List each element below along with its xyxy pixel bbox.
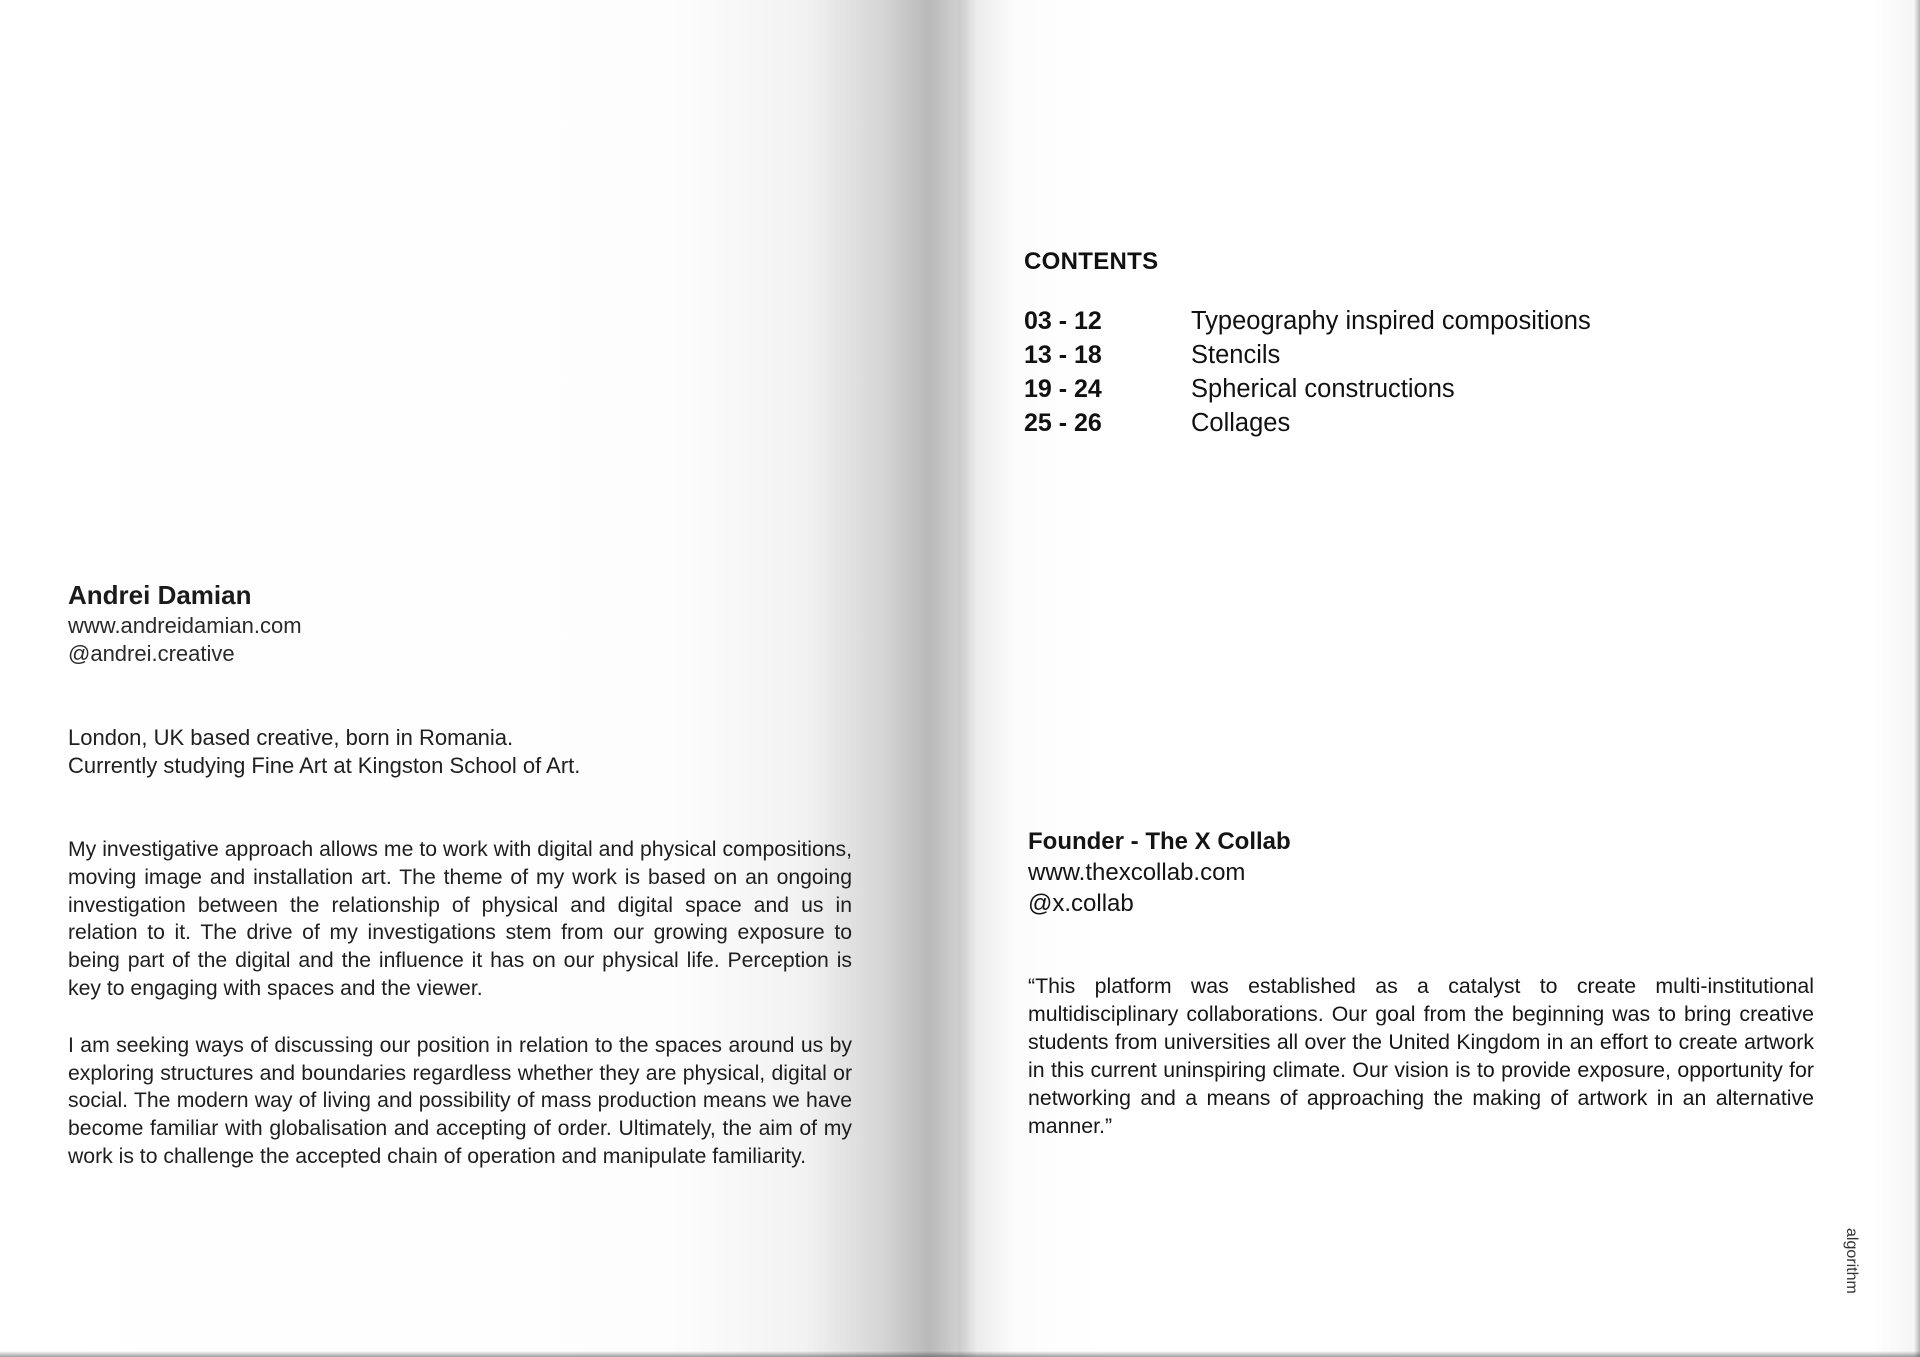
toc-entry — [1024, 338, 1704, 372]
author-name: Andrei Damian — [68, 580, 252, 610]
toc-page-range: 13 - 18 — [1024, 340, 1102, 369]
founder-block — [1028, 826, 1728, 919]
collab-quote — [1028, 972, 1814, 1140]
toc-entry — [1024, 406, 1704, 440]
collab-handle: @x.collab — [1028, 890, 1134, 917]
study-line: Currently studying Fine Art at Kingston School of Art. — [68, 753, 581, 778]
page-bottom-edge — [0, 1351, 1920, 1357]
contents-title: CONTENTS — [1024, 248, 1159, 275]
page-right-edge — [1914, 0, 1920, 1357]
toc-section-title: Spherical constructions — [1191, 374, 1455, 403]
toc-page-range: 19 - 24 — [1024, 374, 1102, 403]
contents-section — [1024, 248, 1704, 440]
author-website: www.andreidamian.com — [68, 613, 302, 638]
toc-page-range: 25 - 26 — [1024, 408, 1102, 437]
founder-title: Founder - The X Collab — [1028, 828, 1291, 855]
toc-entry — [1024, 304, 1704, 338]
right-page — [958, 0, 1920, 1357]
toc-page-range: 03 - 12 — [1024, 306, 1102, 335]
left-page — [0, 0, 958, 1357]
toc-section-title: Stencils — [1191, 340, 1281, 369]
artist-statement — [68, 836, 852, 1200]
side-label: algorithm — [1843, 1228, 1860, 1294]
author-handle: @andrei.creative — [68, 641, 235, 666]
location-line: London, UK based creative, born in Romania. — [68, 725, 514, 750]
author-block — [68, 578, 868, 668]
collab-website: www.thexcollab.com — [1028, 859, 1246, 886]
toc-section-title: Typeography inspired compositions — [1191, 306, 1591, 335]
statement-paragraph: I am seeking ways of discussing our position in relation to the spaces around us by exploring structures and boundaries regardless whether they are physical, digital or social. The modern way of living and possibility of mass production means we have become familiar with globalisation and accepting of order. Ultimately, the aim of my work is to challenge the accepted chain of operation and manipulate familiarity. — [68, 1033, 852, 1168]
toc-section-title: Collages — [1191, 408, 1291, 437]
toc-entry — [1024, 372, 1704, 406]
statement-paragraph: My investigative approach allows me to work with digital and physical compositions, moving image and installation art. The theme of my work is based on an ongoing investigation between the relationship of physical and digital space and us in relation to it. The drive of my investigations stem from our growing exposure to being part of the digital and the influence it has on our physical life. Perception is key to engaging with spaces and the viewer. — [68, 838, 852, 1000]
quote-text: “This platform was established as a catalyst to create multi-institutional multidisciplinary collaborations. Our goal from the beginning was to bring creative students from universities all over the United Kingdom in an effort to create artwork in this current uninspiring climate. Our vision is to provide exposure, opportunity for networking and a means of approaching the making of artwork in an alternative manner.” — [1028, 974, 1814, 1138]
location-block — [68, 724, 868, 780]
